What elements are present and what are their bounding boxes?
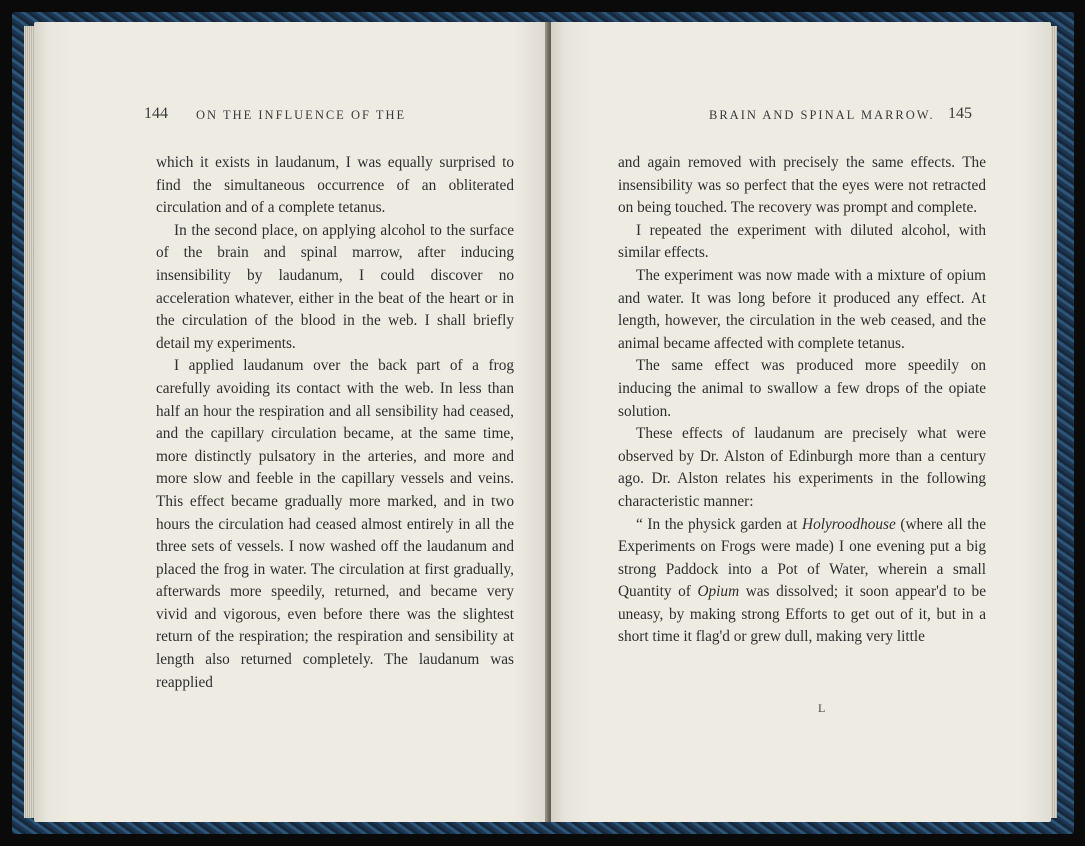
- quote-text: (where all the Experiments on Frogs were made) I one evening put a big strong Paddock into a Pot of Water, wherein a small Quantity of: [618, 515, 986, 601]
- left-page: [34, 22, 549, 822]
- quote-text: was dissolved; it soon appear'd to be uneasy, by making strong Efforts to get out of it, but in a short time it flag'd or grew dull, making very little: [618, 583, 986, 646]
- right-page: [551, 22, 1051, 822]
- running-head-right: BRAIN AND SPINAL MARROW.: [709, 108, 935, 122]
- right-page-body: [618, 152, 986, 649]
- page-number-left: 144: [144, 105, 168, 122]
- paragraph: The experiment was now made with a mixture of opium and water. It was long before it produced any effect. At length, however, the circulation in the web ceased, and the animal became affected with complete tetanus.: [618, 266, 986, 352]
- running-head-left: ON THE INFLUENCE OF THE: [196, 108, 407, 122]
- paragraph: and again removed with precisely the same effects. The insensibility was so perfect that the eyes were not retracted on being touched. The recovery was prompt and complete.: [618, 154, 986, 217]
- paragraph: These effects of laudanum are precisely what were observed by Dr. Alston of Edinburgh more than a century ago. Dr. Alston relates his experiments in the following characteristic manner:: [618, 425, 986, 510]
- quote-italic: Opium: [697, 583, 740, 601]
- quotation-paragraph: [618, 514, 986, 650]
- paragraph: I repeated the experiment with diluted alcohol, with similar effects.: [618, 221, 986, 262]
- quote-italic: Holyroodhouse: [802, 515, 896, 533]
- paragraph: The same effect was produced more speedily on inducing the animal to swallow a few drops of the opiate solution.: [618, 357, 986, 420]
- paragraph: In the second place, on applying alcohol to the surface of the brain and spinal marrow, after inducing insensibility by laudanum, I could discover no acceleration whatever, either in the beat of the heart or in the circulation of the blood in the web. I shall briefly detail my experiments.: [156, 221, 514, 352]
- left-page-body: [156, 152, 514, 694]
- signature-mark: L: [818, 701, 826, 715]
- paragraph: I applied laudanum over the back part of a frog carefully avoiding its contact with the web. In less than half an hour the respiration and all sensibility had ceased, and the capillary circulation became, at the same time, more distinctly pulsatory in the arteries, and more and more slow and feeble in the capillary vessels and veins. This effect became gradually more marked, and in two hours the circulation had ceased almost entirely in all the three sets of vessels. I now washed off the laudanum and placed the frog in water. The circulation at first gradually, afterwards more speedily, returned, and became very vivid and vigorous, even before there was the slightest return of the respiration; the respiration and sensibility at length also returned completely. The laudanum was reapplied: [156, 357, 514, 691]
- paragraph: which it exists in laudanum, I was equally surprised to find the simultaneous occurrence of an obliterated circulation and of a complete tetanus.: [156, 154, 514, 217]
- page-number-right: 145: [948, 105, 972, 122]
- quote-text: “ In the physick garden at: [636, 515, 803, 533]
